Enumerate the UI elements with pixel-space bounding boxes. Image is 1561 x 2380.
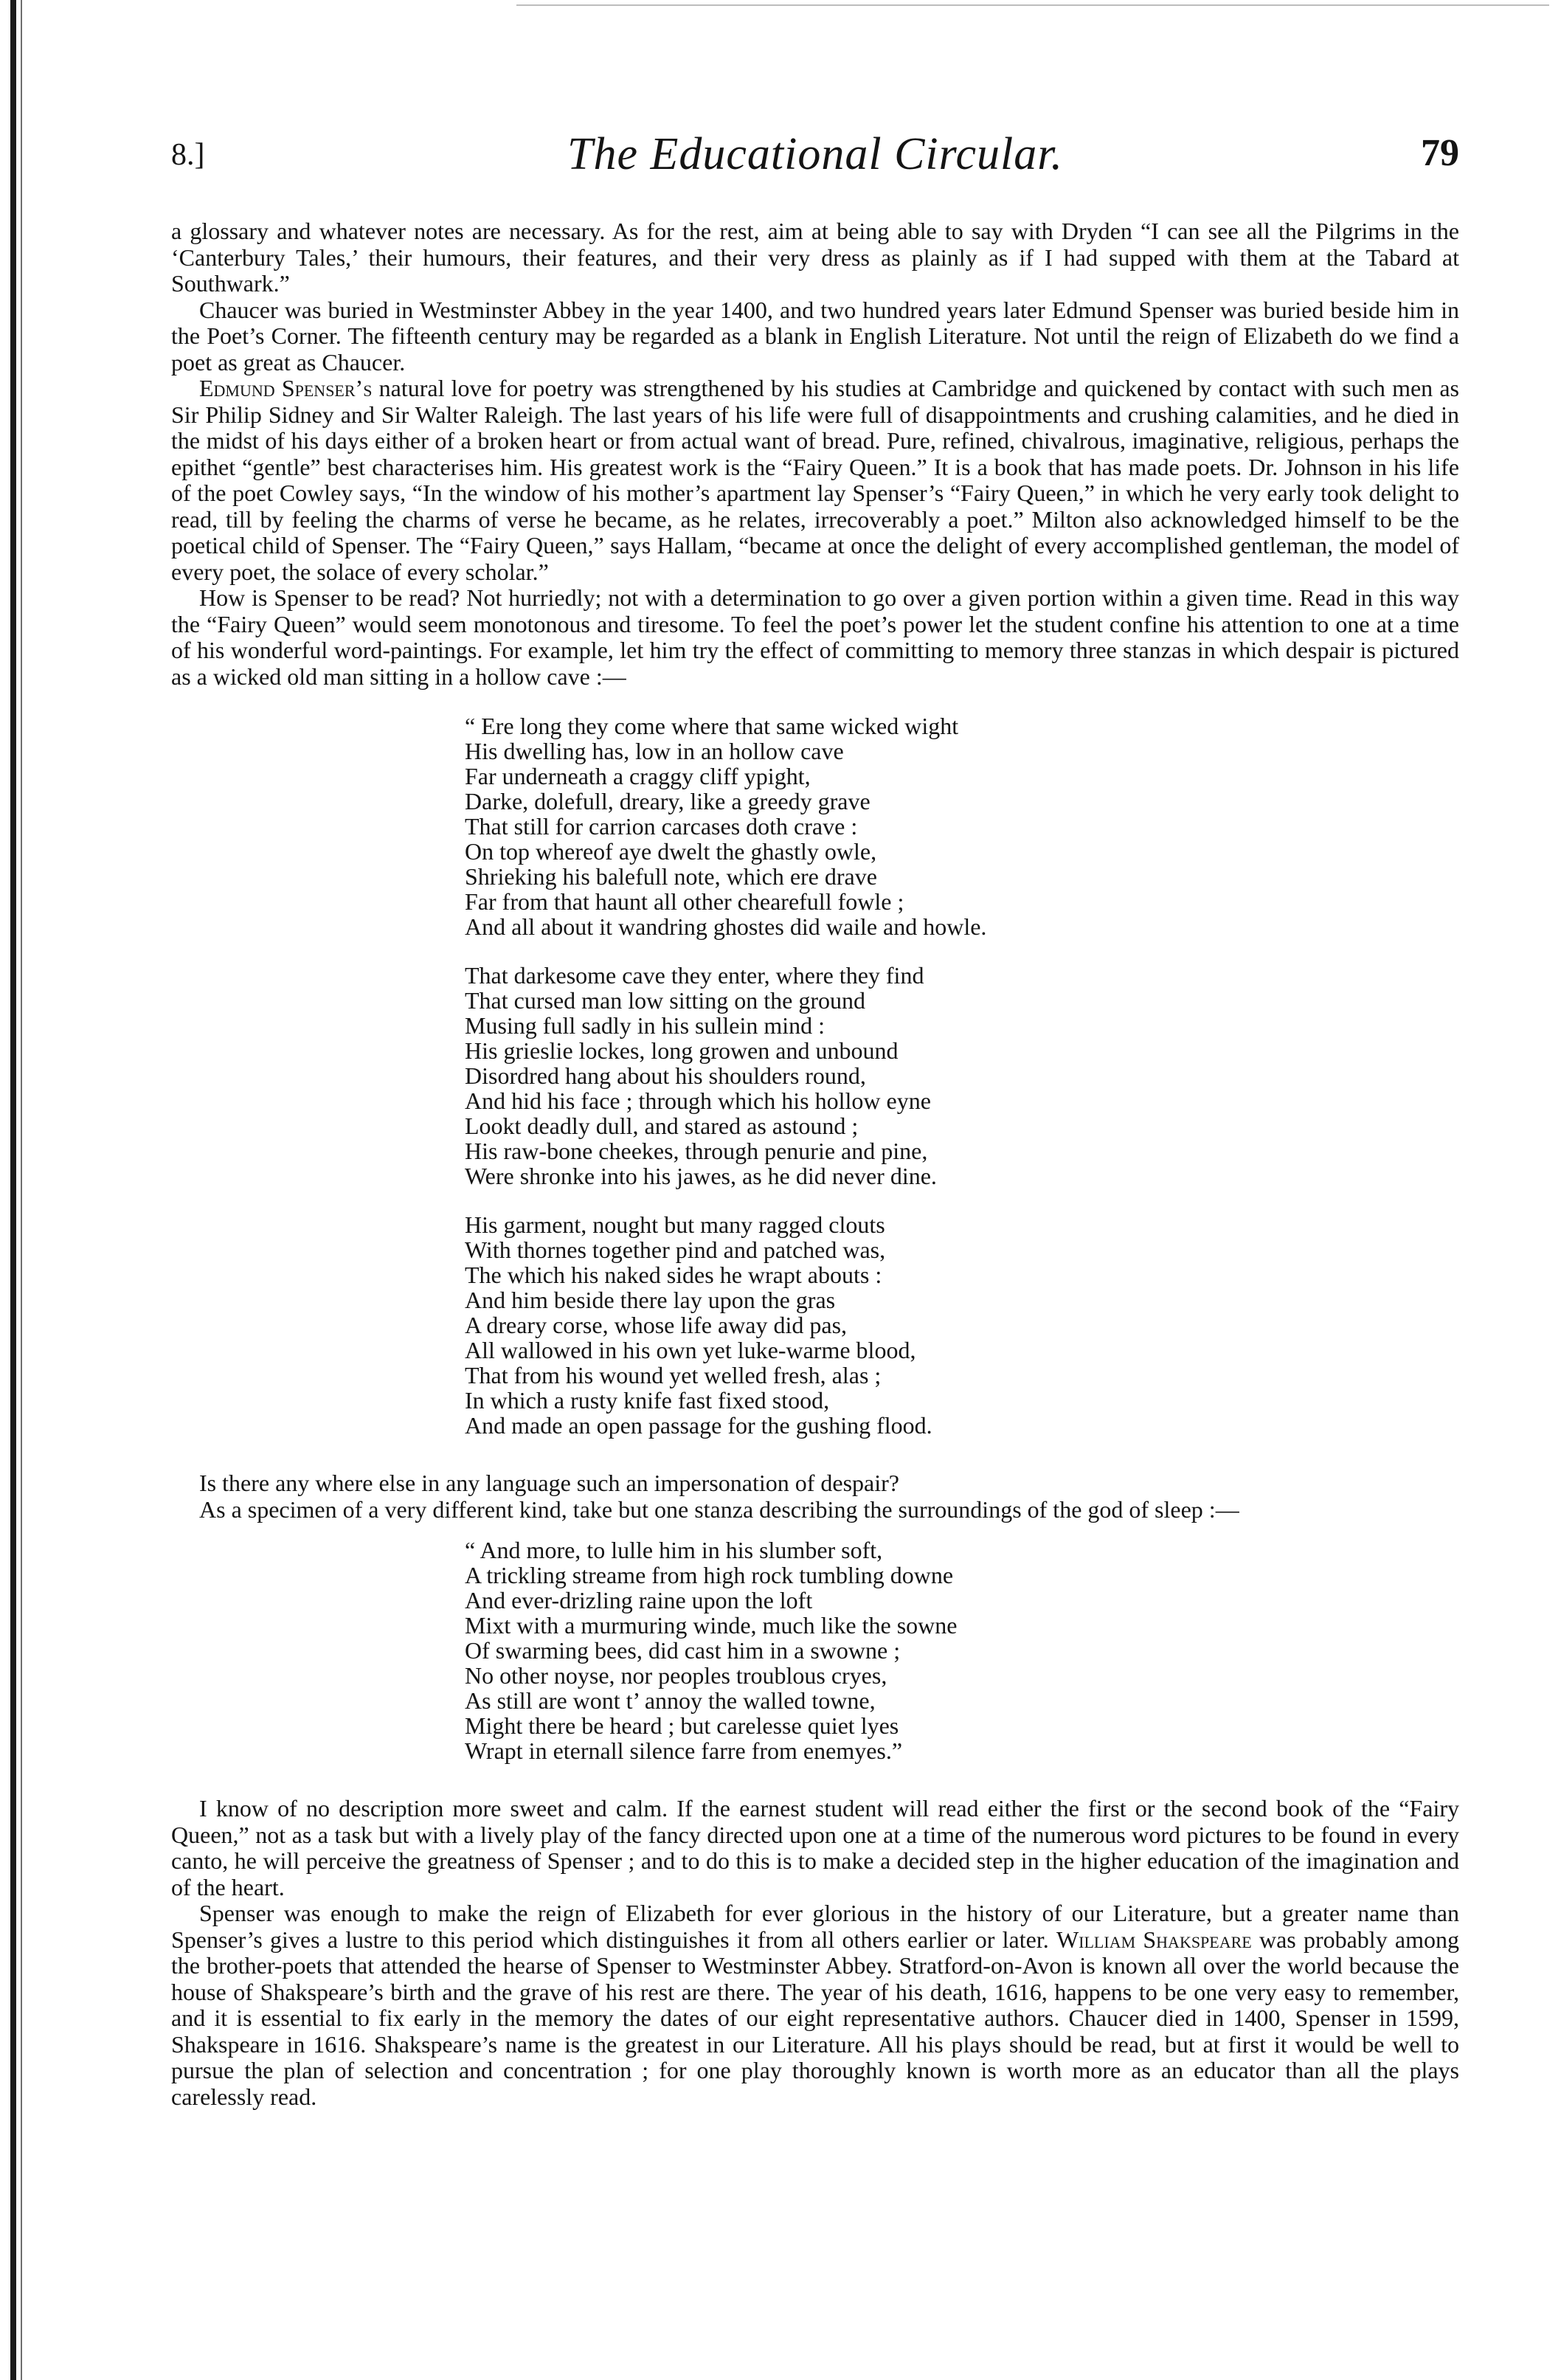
verse-line: Of swarming bees, did cast him in a swowne ; [465, 1637, 901, 1664]
verse-line: And hid his face ; through which his hollow eyne [465, 1087, 931, 1114]
paragraph-chaucer-burial: Chaucer was buried in Westminster Abbey in the year 1400, and two hundred years later Edmund Spenser was buried beside him in the Poet’s Corner. The fifteenth century may be regarded as a blank in English Literature. Not until the reign of Elizabeth do we find a poet as great as Chaucer. [171, 296, 1459, 376]
verse-line: In which a rusty knife fast fixed stood, [465, 1387, 830, 1414]
paragraph-dryden: a glossary and whatever notes are necessary. As for the rest, aim at being able to say with Dryden “I can see all the Pilgrims in the ‘Canterbury Tales,’ their humours, their features, and their very dress as plainly as if I had supped with them at the Tabard at Southwark.” [171, 218, 1459, 297]
verse-line: Darke, dolefull, dreary, like a greedy grave [465, 788, 871, 814]
page-number: 79 [1421, 132, 1459, 174]
verse-line: All wallowed in his own yet luke-warme blood, [465, 1337, 916, 1363]
verse-line: A dreary corse, whose life away did pas, [465, 1312, 848, 1338]
verse-line: With thornes together pind and patched was, [465, 1236, 886, 1263]
verse-line: Might there be heard ; but carelesse quiet lyes [465, 1712, 899, 1739]
verse-line: Far underneath a craggy cliff ypight, [465, 763, 811, 789]
verse-line: “ Ere long they come where that same wicked wight [465, 713, 959, 739]
verse-line: His raw-bone cheekes, through penurie and pine, [465, 1138, 928, 1164]
verse-line: His garment, nought but many ragged clouts [465, 1211, 885, 1238]
verse-line: That darkesome cave they enter, where they find [465, 962, 924, 989]
verse-line: Wrapt in eternall silence farre from enemyes.” [465, 1737, 903, 1764]
article-body [171, 218, 1459, 2110]
verse-line: “ And more, to lulle him in his slumber soft, [465, 1537, 883, 1563]
verse-line: As still are wont t’ annoy the walled towne, [465, 1687, 876, 1714]
spenser-name: Edmund Spenser’s [199, 375, 373, 401]
page-edge-shadow [10, 0, 16, 2380]
verse-line: That still for carrion carcases doth crave : [465, 813, 858, 840]
paragraph-god-of-sleep: As a specimen of a very different kind, take but one stanza describing the surroundings of the god of sleep :— [199, 1495, 1239, 1523]
paragraph-shakspeare [171, 1900, 1459, 2110]
verse-line: Musing full sadly in his sullein mind : [465, 1012, 826, 1039]
verse-line: And him beside there lay upon the gras [465, 1287, 836, 1313]
paragraph-sweet-and-calm: I know of no description more sweet and calm. If the earnest student will read either the first or the second book of the “Fairy Queen,” not as a task but with a lively play of the fancy directed upon one at a time of the numerous word pictures to be found in every canto, he will perceive the greatness of Spenser ; and to do this is to make a decided step in the higher education of the imagination and of the heart. [171, 1795, 1459, 1900]
paragraph-spenser-text: natural love for poetry was strengthened by his studies at Cambridge and quickened by contact with such men as Sir Philip Sidney and Sir Walter Raleigh. The last years of his life were full of disappointments and crushing calamities, and he died in the midst of his days either of a broken heart or from actual want of bread. Pure, refined, chivalrous, imaginative, religious, perhaps the epithet “gentle” best characterises him. His greatest work is the “Fairy Queen.” It is a book that has made poets. Dr. Johnson in his life of the poet Cowley says, “In the window of his mother’s apartment lay Spenser’s “Fairy Queen,” in which he very early took delight to read, till by feeling the charms of verse he became, as he relates, irrecoverably a poet.” Milton also acknowledged himself to be the poetical child of Spenser. The “Fairy Queen,” says Hallam, “became at once the delight of every accomplished gentleman, the model of every poet, the solace of every scholar.” [171, 375, 1459, 585]
verse-line: His dwelling has, low in an hollow cave [465, 738, 844, 764]
verse-line: Were shronke into his jawes, as he did never dine. [465, 1163, 937, 1189]
stanza-1 [171, 713, 1459, 939]
paragraph-shakspeare-text-b: was probably among the brother-poets that attended the hearse of Spenser to Westminster Abbey. Stratford-on-Avon is known all over the world because the house of Shakspeare’s birth and the grave of his rest are there. The year of his death, 1616, happens to be one very easy to remember, and it is essential to fix early in the memory the dates of our eight representative authors. Chaucer died in 1400, Spenser in 1599, Shakspeare in 1616. Shakspeare’s name is the greatest in our Literature. All his plays should be read, but at first it would be well to pursue the plan of selection and concentration ; for one play thoroughly known is worth more as an educator than all the plays carelessly read. [171, 1926, 1460, 2110]
header-left-mark: 8.] [171, 138, 205, 172]
verse-line: Disordred hang about his shoulders round, [465, 1062, 866, 1089]
verse-line: A trickling streame from high rock tumbling downe [465, 1562, 954, 1588]
paragraph-shakspeare-text-a: Spenser was enough to make the reign of Elizabeth for ever glorious in the history of our Literature, but a greater name than Spenser’s gives a lustre to this period which distinguishes it from all others earlier or later. [171, 1900, 1459, 1953]
verse-line: On top whereof aye dwelt the ghastly owle, [465, 838, 877, 865]
stanza-3 [171, 1212, 1459, 1438]
verse-line: That from his wound yet welled fresh, alas ; [465, 1362, 882, 1388]
paragraph-impersonation: Is there any where else in any language such an impersonation of despair? [199, 1470, 899, 1496]
stanza-4 [171, 1537, 1459, 1763]
top-rule [516, 4, 1549, 6]
stanza-2 [171, 963, 1459, 1189]
verse-line: And all about it wandring ghostes did waile and howle. [465, 913, 987, 940]
verse-line: Shrieking his balefull note, which ere drave [465, 863, 877, 890]
verse-line: The which his naked sides he wrapt abouts : [465, 1262, 882, 1288]
paragraph-how-to-read: How is Spenser to be read? Not hurriedly; not with a determination to go over a given portion within a given time. Read in this way the “Fairy Queen” would seem monotonous and tiresome. To feel the poet’s power let the student confine his attention to one at a time of his wonderful word-paintings. For example, let him try the effect of committing to memory three stanzas in which despair is pictured as a wicked old man sitting in a hollow cave :— [171, 584, 1459, 690]
shakspeare-name: William Shakspeare [1056, 1926, 1252, 1953]
paragraph-spenser [171, 376, 1459, 585]
verse-line: Far from that haunt all other chearefull fowle ; [465, 888, 904, 915]
verse-line: Mixt with a murmuring winde, much like the sowne [465, 1612, 958, 1639]
verse-line: That cursed man low sitting on the ground [465, 987, 866, 1014]
verse-line: Lookt deadly dull, and stared as astound ; [465, 1113, 859, 1139]
page-edge-line [21, 0, 22, 2380]
verse-line: And ever-drizling raine upon the loft [465, 1587, 813, 1613]
verse-line: And made an open passage for the gushing flood. [465, 1412, 932, 1439]
verse-line: No other noyse, nor peoples troublous cryes, [465, 1662, 887, 1689]
verse-line: His grieslie lockes, long growen and unbound [465, 1037, 899, 1064]
journal-title: The Educational Circular. [567, 129, 1063, 179]
running-header [171, 128, 1459, 187]
